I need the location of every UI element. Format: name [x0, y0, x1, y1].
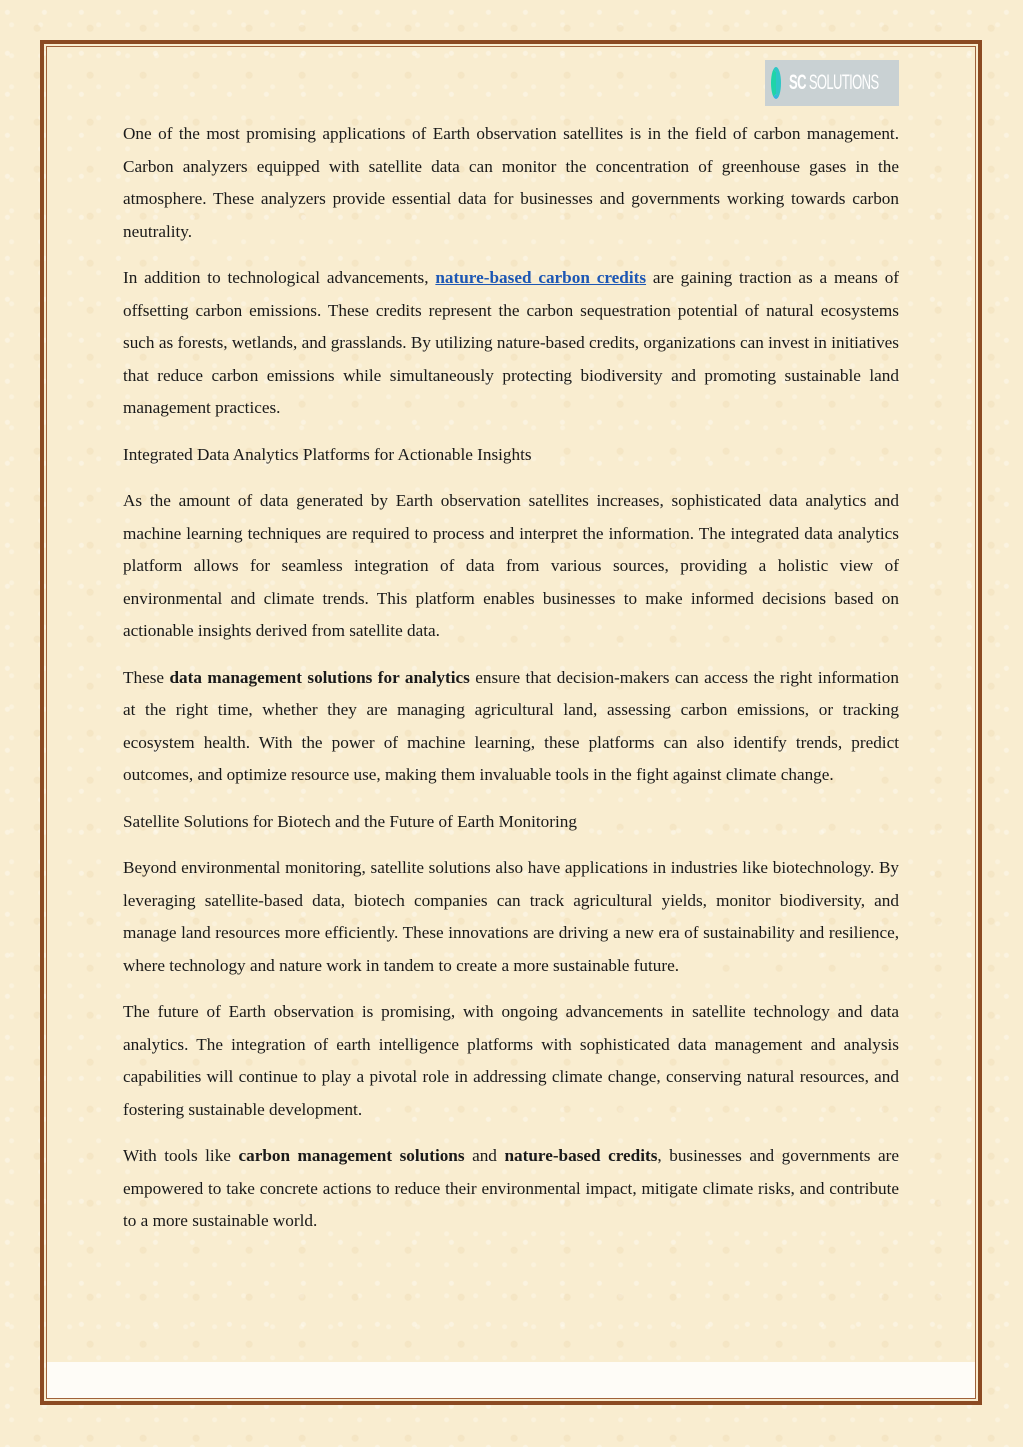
section-heading-biotech: Satellite Solutions for Biotech and the Future of Earth Monitoring — [123, 811, 577, 831]
bold-phrase: data management solutions for analytics — [169, 667, 470, 687]
company-logo[interactable] — [765, 60, 899, 106]
paragraph-text: , businesses and governments are empowered to take concrete actions to reduce their environmental impact, mitigate climate risks, and contribute to a more sustainable world. — [123, 1146, 899, 1230]
document-body — [123, 118, 899, 1252]
paragraph-future: The future of Earth observation is promising, with ongoing advancements in satellite technology and data analytics. The integration of earth intelligence platforms with sophisticated data management and analysis capabilities will continue to play a pivotal role in addressing climate change, conserving natural resources, and fostering sustainable development. — [123, 1002, 899, 1119]
paragraph-conclusion — [123, 1140, 899, 1238]
logo-ring-icon — [771, 67, 781, 99]
paragraph-nature-credits — [123, 262, 899, 425]
logo-brand-mark: SC — [789, 71, 806, 94]
bold-phrase: carbon management solutions — [238, 1146, 465, 1165]
section-heading-data-analytics: Integrated Data Analytics Platforms for Actionable Insights — [123, 444, 532, 464]
paragraph-text: ensure that decision-makers can access the right information at the right time, whether they are managing agricultural land, assessing carbon emissions, or tracking ecosystem health. With the power of machine learning, these platforms can also identify trends, predict outcomes, and optimize resource use, making them invaluable tools in the fight against climate change. — [123, 667, 899, 784]
paragraph-biotech: Beyond environmental monitoring, satellite solutions also have applications in industries like biotechnology. By leveraging satellite-based data, biotech companies can track agricultural yields, monitor biodiversity, and manage land resources more efficiently. These innovations are driving a new era of sustainability and resilience, where technology and nature work in tandem to create a more sustainable future. — [123, 858, 899, 975]
nature-based-carbon-credits-link[interactable]: nature-based carbon credits — [435, 268, 647, 287]
paragraph-data-management — [123, 662, 899, 792]
logo-brand-name: SOLUTIONS — [808, 71, 879, 94]
paragraph-data-analytics: As the amount of data generated by Earth observation satellites increases, sophisticated data analytics and machine learning techniques are required to process and interpret the information. The integrated data analytics platform allows for seamless integration of data from various sources, providing a holistic view of environmental and climate trends. This platform enables businesses to make informed decisions based on actionable insights derived from satellite data. — [123, 491, 899, 640]
paragraph-text: With tools like — [123, 1146, 239, 1165]
paragraph-text: These — [123, 667, 170, 687]
paragraph-text: In addition to technological advancements, — [123, 268, 436, 287]
page-footer-band — [47, 1362, 975, 1398]
paragraph-carbon-management: One of the most promising applications of Earth observation satellites is in the field of carbon management. Carbon analyzers equipped with satellite data can monitor the concentration of greenhouse gases in the atmosphere. These analyzers provide essential data for businesses and governments working towards carbon neutrality. — [123, 124, 899, 241]
bold-phrase: nature-based credits — [504, 1146, 658, 1165]
logo-wordmark — [789, 71, 879, 95]
paragraph-text: are gaining traction as a means of offsetting carbon emissions. These credits represent the carbon sequestration potential of natural ecosystems such as forests, wetlands, and grasslands. By utilizing nature-based credits, organizations can invest in initiatives that reduce carbon emissions while simultaneously protecting biodiversity and promoting sustainable land management practices. — [123, 268, 900, 417]
paragraph-text: and — [464, 1146, 505, 1165]
